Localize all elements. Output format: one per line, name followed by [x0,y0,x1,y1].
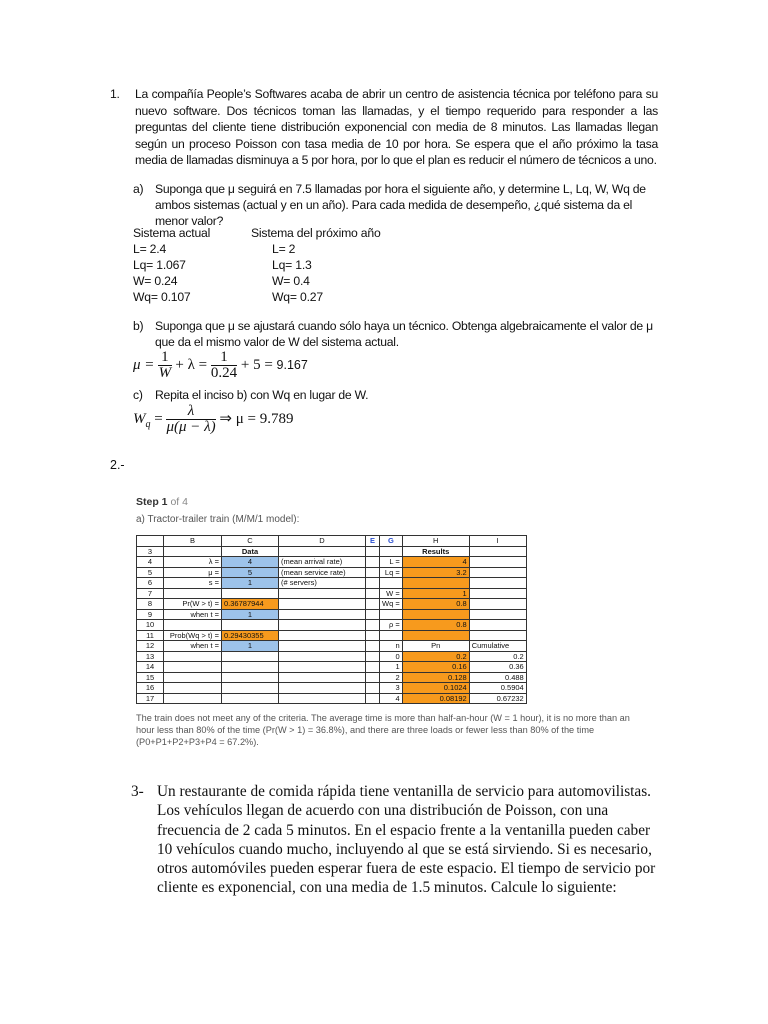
model-subtitle: a) Tractor-trailer train (M/M/1 model): [136,514,300,525]
table-cell [164,620,222,631]
table-cell [279,641,366,652]
table-cell: 1 [222,578,279,589]
table-cell: 1 [402,588,469,599]
table-cell: Wq = [380,599,403,610]
table-cell: Pr(W > t) = [164,599,222,610]
question-1a-label: a) [133,182,144,196]
table-cell [279,630,366,641]
table-cell: Pn [402,641,469,652]
table-cell [366,641,380,652]
actual-system-header: Sistema actual [133,226,211,240]
formula-b [133,350,308,381]
table-cell [469,588,526,599]
table-cell: Prob(Wq > t) = [164,630,222,641]
table-cell: 0.08192 [402,693,469,704]
table-cell: 3 [137,546,164,557]
table-cell: 10 [137,620,164,631]
table-cell [402,578,469,589]
table-row [137,651,527,662]
table-cell [469,630,526,641]
question-1-number: 1. [110,87,120,101]
table-row [137,546,527,557]
table-cell [366,651,380,662]
table-cell [222,651,279,662]
table-cell [222,620,279,631]
table-cell [380,546,403,557]
table-cell: s = [164,578,222,589]
table-cell: 0.5904 [469,683,526,694]
table-cell [366,693,380,704]
table-cell: 5 [137,567,164,578]
table-row [137,693,527,704]
table-cell: λ = [164,557,222,568]
formula-b-fraction-2: $\frac{1}{0.24}$ [210,349,238,381]
table-cell: 0 [380,651,403,662]
next-W: W= 0.4 [272,274,310,288]
table-cell [164,693,222,704]
table-row [137,599,527,610]
formula-c-fraction: $\frac{\lambda}{\mu(\mu - \lambda)}$ [166,403,216,435]
table-cell: 3 [380,683,403,694]
table-cell: 0.29430355 [222,630,279,641]
spreadsheet-screenshot [128,487,650,767]
table-cell [366,588,380,599]
table-cell [366,609,380,620]
table-cell: 4 [402,557,469,568]
table-cell: 17 [137,693,164,704]
table-cell: 3.2 [402,567,469,578]
question-1c-label: c) [133,388,143,402]
table-cell [366,599,380,610]
table-cell: 4 [222,557,279,568]
table-cell [164,683,222,694]
table-cell [164,662,222,673]
question-1c [133,387,658,403]
table-cell: μ = [164,567,222,578]
table-row [137,641,527,652]
table-cell: 0.128 [402,672,469,683]
table-cell: 1 [380,662,403,673]
table-row [137,588,527,599]
table-cell [279,693,366,704]
formula-b-fraction-1: $\frac{1}{W}$ [158,349,172,381]
table-row [137,557,527,568]
table-cell [366,620,380,631]
table-row [137,609,527,620]
formula-b-lhs: μ = [133,356,155,373]
question-3 [131,782,657,898]
formula-c-result: ⇒ μ = 9.789 [219,410,294,427]
table-cell: 0.488 [469,672,526,683]
table-cell [366,662,380,673]
table-cell: 0.8 [402,599,469,610]
table-row [137,578,527,589]
question-1b-label: b) [133,319,144,333]
next-Wq: Wq= 0.27 [272,290,323,304]
table-cell [469,578,526,589]
table-cell [366,557,380,568]
table-cell [279,662,366,673]
table-cell [222,662,279,673]
table-cell: 0.2 [469,651,526,662]
table-cell: 1 [222,641,279,652]
table-cell [279,683,366,694]
table-cell [366,546,380,557]
table-cell [164,672,222,683]
question-1a-text: Suponga que μ seguirá en 7.5 llamadas por hora el siguiente año, y determine L, Lq, W, Wq de ambos sistemas (actual y en un año). Para cada medida de desempeño, ¿qué sistema da el menor valor? [155,182,646,228]
table-cell: ρ = [380,620,403,631]
table-cell: 6 [137,578,164,589]
queue-results-table [136,535,527,704]
question-2-number: 2.- [110,458,125,472]
table-cell [164,588,222,599]
table-cell: 14 [137,662,164,673]
table-cell: 11 [137,630,164,641]
table-cell: 0.1024 [402,683,469,694]
table-cell [279,588,366,599]
formula-b-result: 9.167 [276,357,308,372]
formula-b-plus-lambda: + λ = [175,356,208,373]
table-cell [279,609,366,620]
table-row [137,683,527,694]
question-3-number: 3- [131,783,144,800]
table-cell [380,630,403,641]
table-body [137,546,527,704]
actual-Lq: Lq= 1.067 [133,258,186,272]
table-cell: 16 [137,683,164,694]
table-cell: n [380,641,403,652]
table-cell [469,567,526,578]
table-cell: 0.36787944 [222,599,279,610]
table-cell: 0.8 [402,620,469,631]
table-row [137,620,527,631]
step-label: Step 1 of 4 [136,496,188,508]
analysis-note: The train does not meet any of the criteria. The average time is more than half-an-hour (W = 1 hour), it is no more than an hour less than 80% of the time (Pr(W > 1) = 36.8%), and there are three loads or fewer less than 80% of the time (P0+P1+P2+P3+P4 = 67.2%). [136,713,630,747]
table-cell: 5 [222,567,279,578]
actual-Wq: Wq= 0.107 [133,290,191,304]
table-cell: 7 [137,588,164,599]
question-1a [133,181,658,229]
table-cell: 8 [137,599,164,610]
table-cell [279,546,366,557]
next-system-header: Sistema del próximo año [251,226,381,240]
table-cell [469,609,526,620]
table-cell [366,578,380,589]
question-1b-text: Suponga que μ se ajustará cuando sólo haya un técnico. Obtenga algebraicamente el valor de μ que da el mismo valor de W del sistema actual. [155,319,653,349]
table-cell: 9 [137,609,164,620]
table-cell [222,683,279,694]
table-row [137,630,527,641]
question-1 [110,86,658,169]
table-cell: Lq = [380,567,403,578]
table-cell [222,693,279,704]
formula-c-lhs: W [133,410,146,427]
table-cell: (# servers) [279,578,366,589]
table-cell [222,588,279,599]
formula-b-plus5: + 5 = [240,356,273,373]
table-cell [469,599,526,610]
table-cell: 0.67232 [469,693,526,704]
table-cell [279,599,366,610]
table-cell [279,672,366,683]
table-cell: Cumulative [469,641,526,652]
table-cell: 0.16 [402,662,469,673]
table-cell: 13 [137,651,164,662]
table-cell [380,609,403,620]
table-cell [366,672,380,683]
table-cell [366,630,380,641]
table-cell [469,620,526,631]
table-cell: 15 [137,672,164,683]
table-row [137,672,527,683]
table-cell: (mean service rate) [279,567,366,578]
actual-L: L= 2.4 [133,242,167,256]
table-cell [279,651,366,662]
table-cell: when t = [164,641,222,652]
table-cell: 4 [380,693,403,704]
next-Lq: Lq= 1.3 [272,258,312,272]
table-cell: (mean arrival rate) [279,557,366,568]
table-cell [402,630,469,641]
table-cell [164,651,222,662]
table-cell: 0.2 [402,651,469,662]
table-cell [164,546,222,557]
table-cell [366,683,380,694]
table-cell [222,672,279,683]
question-3-text: Un restaurante de comida rápida tiene ventanilla de servicio para automovilistas. Los vehículos llegan de acuerdo con una distribución de Poisson, con una frecuencia de 2 cada 5 minutos. En el espacio frente a la ventanilla pueden caber 10 vehículos cuando mucho, incluyendo al que se está sirviendo. Si es necesario, otros automóviles pueden esperar fuera de este espacio. El tiempo de servicio por cliente es exponencial, con una media de 1.5 minutos. Calcule lo siguiente: [157,783,656,897]
table-cell [279,620,366,631]
table-cell [469,557,526,568]
formula-c: $W_q$ = $\frac{\lambda}{\mu(\mu - \lambda)}$ ⇒ μ = 9.789 [133,403,294,435]
table-cell [380,578,403,589]
table-cell [469,546,526,557]
table-cell: W = [380,588,403,599]
question-1c-text: Repita el inciso b) con Wq en lugar de W. [155,388,369,402]
table-row [137,567,527,578]
question-1-text: La compañía People’s Softwares acaba de abrir un centro de asistencia técnica por teléfono para su nuevo software. Dos técnicos toman las llamadas, y el tiempo requerido para responder a las preguntas del cliente tiene distribución exponencial con media de 8 minutos. Las llamadas llegan según un proceso Poisson con tasa media de 10 por hora. Se espera que el año próximo la tasa media de llamadas disminuya a 5 por hora, por lo que el plan es reducir el número de técnicos a uno. [135,87,658,167]
table-cell: L = [380,557,403,568]
table-cell [366,567,380,578]
table-row [137,662,527,673]
table-cell: when t = [164,609,222,620]
table-cell: 0.36 [469,662,526,673]
actual-W: W= 0.24 [133,274,178,288]
table-cell: 12 [137,641,164,652]
next-L: L= 2 [272,242,296,256]
table-cell: Data [222,546,279,557]
table-cell [402,609,469,620]
column-header-row: B C D E G H I [137,536,527,547]
table-cell: Results [402,546,469,557]
table-cell: 4 [137,557,164,568]
table-cell: 2 [380,672,403,683]
table-cell: 1 [222,609,279,620]
question-1b [133,318,658,350]
